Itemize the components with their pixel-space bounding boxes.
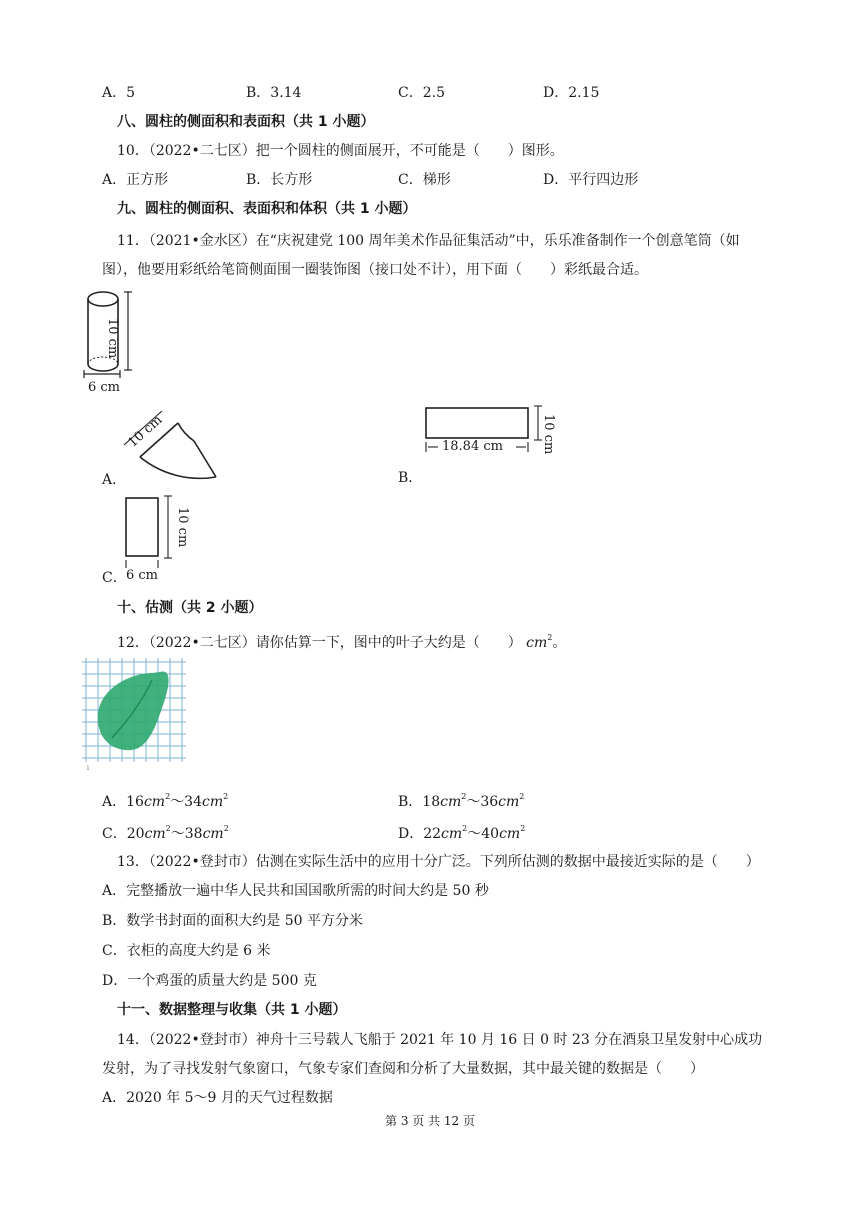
q11-stem-line1: 11．（2021•金水区）在“庆祝建党 100 周年美术作品征集活动”中，乐乐准备制作一个创意笔筒（如 xyxy=(117,233,740,249)
q14-stem-line1: 14．（2022•登封市）神舟十三号载人飞船于 2021 年 10 月 16 日 0 时 23 分在酒泉卫星发射中心成功 xyxy=(117,1032,763,1048)
q9-option-d: D．2.15 xyxy=(543,85,600,101)
page-footer: 第 3 页 共 12 页 xyxy=(385,1114,475,1128)
q13-option-c: C．衣柜的高度大约是 6 米 xyxy=(102,943,271,959)
sector-label: 10 cm xyxy=(125,412,166,451)
q11-option-a: A． xyxy=(102,472,127,488)
q13-option-d: D．一个鸡蛋的质量大约是 500 克 xyxy=(102,973,317,989)
q12-option-d: D．$22cm^2\sim 40cm^2$ xyxy=(398,824,526,842)
leaf-grid-figure xyxy=(82,658,190,772)
q13-option-a: A．完整播放一遍中华人民共和国国歌所需的时间大约是 50 秒 xyxy=(102,883,489,899)
cylinder-width-label: 6 cm xyxy=(88,380,121,395)
rectangle-b-width-label: 18.84 cm xyxy=(442,439,503,454)
rectangle-c-height-label: 10 cm xyxy=(175,507,190,548)
q10-stem: 10．（2022•二七区）把一个圆柱的侧面展开，不可能是（ ）图形。 xyxy=(117,143,564,159)
q9-option-b: B．3.14 xyxy=(246,85,302,101)
q12-option-c: C．$20cm^2\sim 38cm^2$ xyxy=(102,824,229,842)
rectangle-b-height-label: 10 cm xyxy=(541,414,556,455)
q9-option-a: A．5 xyxy=(102,85,136,101)
q13-stem: 13．（2022•登封市）估测在实际生活中的应用十分广泛。下列所估测的数据中最接近实际的是（ ） xyxy=(117,854,760,870)
q12-option-b: B．$18cm^2\sim 36cm^2$ xyxy=(398,792,525,810)
q10-option-b: B．长方形 xyxy=(246,172,313,188)
rectangle-c-width-label: 6 cm xyxy=(126,568,159,583)
q14-stem-line2: 发射，为了寻找发射气象窗口，气象专家们查阅和分析了大量数据，其中最关键的数据是（ ） xyxy=(102,1061,704,1077)
q14-option-a: A．2020 年 5～9 月的天气过程数据 xyxy=(102,1090,333,1106)
q13-option-b: B．数学书封面的面积大约是 50 平方分米 xyxy=(102,913,364,929)
section-heading-10: 十、估测（共 2 小题） xyxy=(117,600,263,616)
section-heading-11: 十一、数据整理与收集（共 1 小题） xyxy=(117,1002,347,1018)
q10-option-d: D．平行四边形 xyxy=(543,172,639,188)
section-heading-9: 九、圆柱的侧面积、表面积和体积（共 1 小题） xyxy=(117,201,417,217)
q11-option-b: B． xyxy=(398,470,423,486)
q10-option-a: A．正方形 xyxy=(102,172,169,188)
q10-option-c: C．梯形 xyxy=(398,172,451,188)
q12-option-a: A．$16cm^2\sim 34cm^2$ xyxy=(102,792,229,810)
q11-option-c: C． xyxy=(102,570,127,586)
q11-stem-line2: 图），他要用彩纸给笔筒侧面围一圈装饰图（接口处不计），用下面（ ）彩纸最合适。 xyxy=(102,262,648,278)
cylinder-height-label: 10 cm xyxy=(105,318,120,359)
section-heading-8: 八、圆柱的侧面积和表面积（共 1 小题） xyxy=(117,114,375,130)
q9-option-c: C．2.5 xyxy=(398,85,445,101)
q12-stem: 12．（2022•二七区）请你估算一下，图中的叶子大约是（ ） $cm^2$。 xyxy=(117,633,567,651)
svg-text:1: 1 xyxy=(86,765,90,772)
